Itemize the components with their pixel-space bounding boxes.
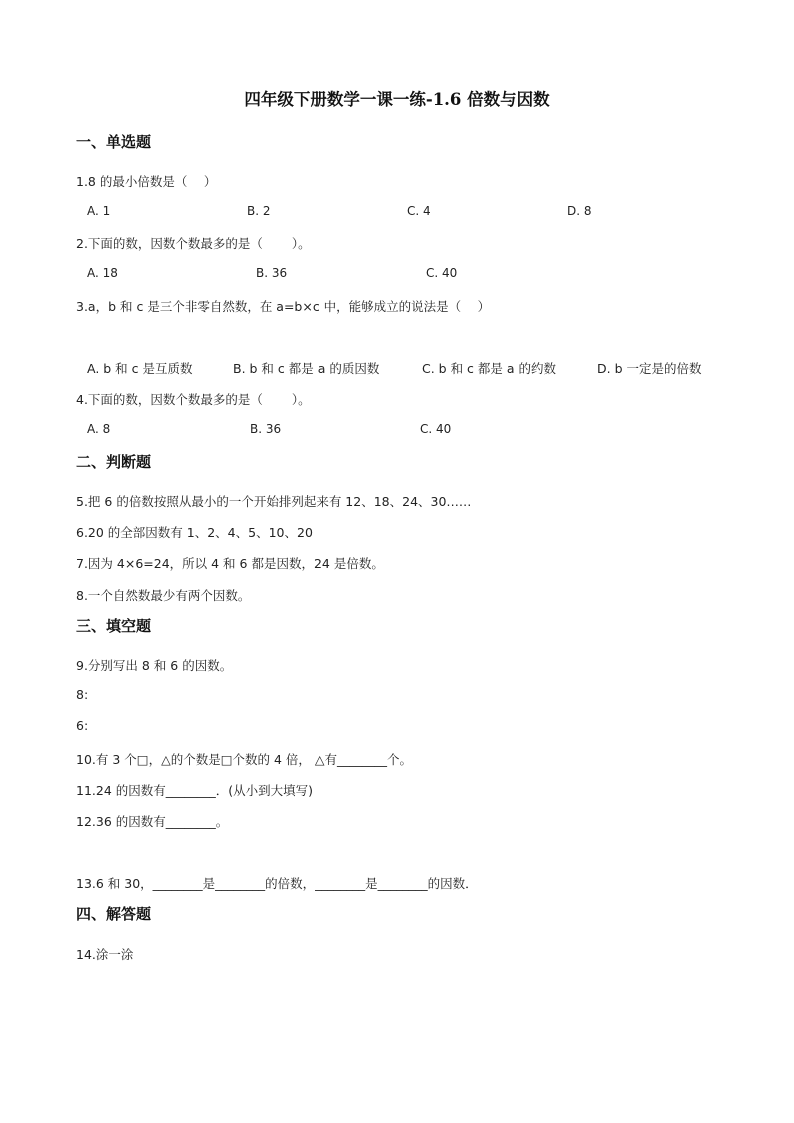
question-4-option-a: A. 8 xyxy=(87,422,111,436)
question-11: 11.24 的因数有________．(从小到大填写) xyxy=(76,783,314,798)
question-2-option-a: A. 18 xyxy=(87,266,118,280)
question-3-option-d: D. b 一定是的倍数 xyxy=(597,361,702,376)
question-14: 14.涂一涂 xyxy=(76,947,134,962)
question-3-option-c: C. b 和 c 都是 a 的约数 xyxy=(422,361,557,376)
question-4: 4.下面的数，因数个数最多的是（ ）。 xyxy=(76,392,311,407)
question-10: 10.有 3 个□，△的个数是□个数的 4 倍， △有________个。 xyxy=(76,752,412,767)
question-2-option-b: B. 36 xyxy=(256,266,288,280)
question-3: 3.a，b 和 c 是三个非零自然数，在 a=b×c 中，能够成立的说法是（ ） xyxy=(76,299,491,314)
question-1-option-a: A. 1 xyxy=(87,204,111,218)
question-8: 8.一个自然数最少有两个因数。 xyxy=(76,588,251,603)
question-1-option-b: B. 2 xyxy=(247,204,271,218)
question-9-line-6: 6: xyxy=(76,718,89,733)
question-1-option-d: D. 8 xyxy=(567,204,592,218)
question-1: 1.8 的最小倍数是（ ） xyxy=(76,174,217,189)
question-9-line-8: 8: xyxy=(76,687,89,702)
question-2-option-c: C. 40 xyxy=(426,266,458,280)
question-4-option-c: C. 40 xyxy=(420,422,452,436)
question-1-option-c: C. 4 xyxy=(407,204,431,218)
section-heading-fill-blank: 三、填空题 xyxy=(76,617,152,635)
question-3-option-b: B. b 和 c 都是 a 的质因数 xyxy=(233,361,380,376)
question-7: 7.因为 4×6=24，所以 4 和 6 都是因数，24 是倍数。 xyxy=(76,556,384,571)
question-9: 9.分别写出 8 和 6 的因数。 xyxy=(76,658,233,673)
question-13: 13.6 和 30，________是________的倍数，________是________的因数． xyxy=(76,876,478,891)
question-3-option-a: A. b 和 c 是互质数 xyxy=(87,361,193,376)
question-4-option-b: B. 36 xyxy=(250,422,282,436)
section-heading-solution: 四、解答题 xyxy=(76,905,152,923)
question-6: 6.20 的全部因数有 1、2、4、5、10、20 xyxy=(76,525,313,540)
question-12: 12.36 的因数有________。 xyxy=(76,814,229,829)
question-2: 2.下面的数，因数个数最多的是（ ）。 xyxy=(76,236,311,251)
section-heading-true-false: 二、判断题 xyxy=(76,453,152,471)
section-heading-single-choice: 一、单选题 xyxy=(76,133,152,151)
question-5: 5.把 6 的倍数按照从最小的一个开始排列起来有 12、18、24、30…… xyxy=(76,494,472,509)
page-title: 四年级下册数学一课一练-1.6 倍数与因数 xyxy=(244,90,550,109)
